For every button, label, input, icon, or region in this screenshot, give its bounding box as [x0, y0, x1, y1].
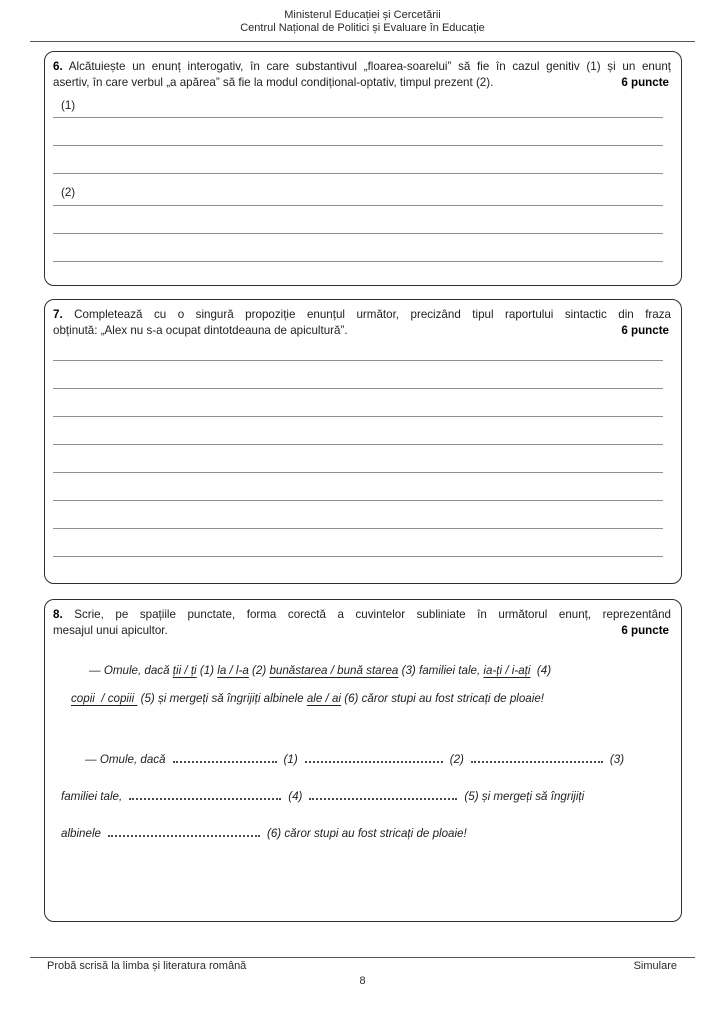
header-line-ministry: Ministerul Educației și Cercetării	[284, 9, 441, 21]
dotted-blank	[471, 751, 603, 763]
underlined-option: ale / ai	[306, 692, 342, 705]
part-2-writing-lines	[53, 206, 671, 262]
text-segment: (4)	[288, 790, 303, 803]
question-8-text: Scrie, pe spațiile punctate, forma corectă a cuvintelor subliniate în următorul enunț, reprezentând	[74, 608, 671, 621]
text-segment: (3) familiei tale,	[398, 664, 484, 677]
header-divider	[30, 41, 695, 42]
part-1-writing-lines	[53, 118, 671, 174]
exercise-line-2	[71, 685, 671, 713]
writing-line	[53, 501, 663, 529]
writing-line	[53, 417, 663, 445]
underlined-option: la / l-a	[217, 664, 249, 677]
question-7-number: 7.	[53, 308, 63, 321]
question-7-writing-lines	[53, 338, 671, 557]
underlined-option: bunăstarea / bună starea	[269, 664, 399, 677]
dotted-answer-row-3	[61, 825, 671, 840]
text-segment: — Omule, dacă	[85, 753, 166, 766]
writing-line	[53, 529, 663, 557]
footer-session-label: Simulare	[633, 960, 677, 972]
question-7-text: Completează cu o singură propoziție enunțul următor, precizând tipul raportului sintactic din fraza	[74, 308, 671, 321]
question-7-points: 6 puncte	[621, 323, 669, 337]
writing-line	[53, 389, 663, 417]
writing-line	[53, 206, 663, 234]
writing-line	[53, 118, 663, 146]
text-segment: (1)	[283, 753, 298, 766]
dotted-blank	[129, 788, 281, 800]
question-7-text-line-1	[53, 307, 671, 323]
text-segment: (5) și mergeți să îngrijiți albinele	[137, 692, 307, 705]
part-2-label: (2)	[61, 186, 76, 199]
question-6-number: 6.	[53, 60, 63, 73]
question-8-number: 8.	[53, 608, 63, 621]
question-8-text-line-1	[53, 607, 671, 623]
dotted-blank	[108, 825, 260, 837]
question-6-text-line-1	[53, 59, 671, 75]
footer	[30, 958, 695, 972]
dotted-blank	[309, 788, 457, 800]
underlined-option: ții / ți	[172, 664, 197, 677]
exercise-line-1	[71, 657, 671, 685]
writing-line	[53, 234, 663, 262]
text-segment: (6) căror stupi au fost stricați de ploaie!	[341, 692, 544, 705]
answer-line-part-2	[53, 180, 663, 206]
writing-line	[53, 473, 663, 501]
writing-line	[53, 146, 663, 174]
page-number: 8	[359, 975, 366, 987]
question-6-text: Alcătuiește un enunț interogativ, în care substantivul „floarea-soarelui” să fie în cazul genitiv (1) și un enunț	[68, 60, 671, 73]
dotted-blank	[305, 751, 443, 763]
text-segment: (2)	[248, 664, 270, 677]
question-6-box	[44, 51, 682, 286]
question-6-text-line-2: 6 puncte asertiv, în care verbul „a apărea” să fie la modul condițional-optativ, timpul prezent (2).	[53, 75, 669, 89]
dotted-answer-block	[53, 751, 671, 840]
part-1-label: (1)	[61, 99, 76, 112]
question-8-text-line-2: 6 puncte mesajul unui apicultor.	[53, 623, 669, 637]
answer-line-part-1	[53, 94, 663, 118]
question-6-points: 6 puncte	[621, 75, 669, 89]
question-8-points: 6 puncte	[621, 623, 669, 637]
writing-line	[53, 338, 663, 361]
question-7-text-line-2: 6 puncte obținută: „Alex nu s-a ocupat dintotdeauna de apicultură”.	[53, 323, 669, 337]
text-segment: (3)	[609, 753, 625, 766]
text-segment: (6) căror stupi au fost stricați de ploaie!	[266, 827, 467, 840]
question-7-box	[44, 299, 682, 584]
dotted-answer-row-1	[61, 751, 671, 766]
dotted-blank	[173, 751, 277, 763]
footer-exam-title: Probă scrisă la limba și literatura română	[47, 960, 247, 972]
writing-line	[53, 445, 663, 473]
text-segment: albinele	[61, 827, 101, 840]
dotted-answer-row-2	[61, 788, 671, 803]
document-page	[0, 9, 725, 1024]
question-8-box	[44, 599, 682, 922]
header-line-center: Centrul Național de Politici și Evaluare în Educație	[240, 22, 485, 34]
document-header	[0, 9, 725, 35]
text-segment: (2)	[449, 753, 464, 766]
underlined-option: ia-ți / i-ați	[483, 664, 531, 677]
text-segment: (1)	[196, 664, 218, 677]
underlined-option: copii / copiii	[71, 692, 138, 705]
writing-line	[53, 361, 663, 389]
text-segment: familiei tale,	[61, 790, 123, 803]
text-segment: (4)	[530, 664, 552, 677]
exercise-paragraph	[71, 657, 671, 713]
text-segment: (5) și mergeți să îngrijiți	[464, 790, 585, 803]
text-segment: — Omule, dacă	[89, 664, 173, 677]
